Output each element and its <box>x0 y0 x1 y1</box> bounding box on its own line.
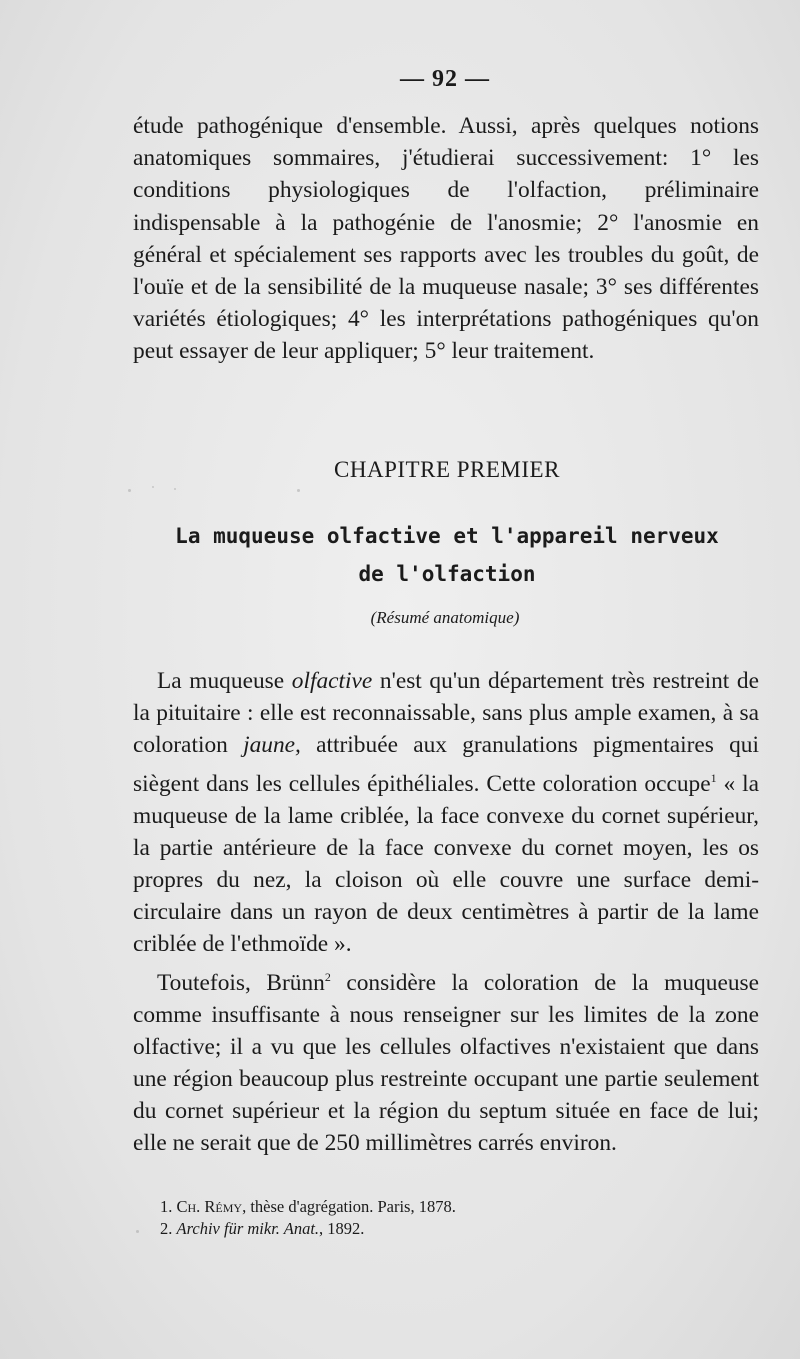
paper-speck <box>128 489 131 492</box>
footnote-2-number: 2. <box>160 1219 173 1238</box>
para1-start: La muqueuse <box>157 668 292 694</box>
footnote-2-title: Archiv für mikr. Anat. <box>176 1219 320 1238</box>
para1-jaune: jaune, <box>243 732 301 759</box>
footnote-ref-1: 1 <box>710 770 717 785</box>
chapter-heading: CHAPITRE PREMIER <box>334 457 560 482</box>
para1-mid1: n'est qu'un département très restreint de la pituitaire : elle est reconnaissable, sans plus ample examen, à sa coloration <box>133 668 759 759</box>
footnote-1-text: , thèse d'agrégation. Paris, 1878. <box>242 1197 456 1216</box>
paper-speck <box>297 489 300 492</box>
para1-olfactive: olfactive <box>291 668 373 694</box>
paper-speck <box>152 486 154 488</box>
para2-start: Toutefois, Brünn <box>157 969 325 996</box>
paper-speck <box>174 488 176 490</box>
chapter-title-line-1: La muqueuse olfactive et l'appareil nerveux <box>175 524 719 548</box>
body-text-block <box>133 665 759 1160</box>
footnote-1 <box>160 1196 720 1218</box>
body-paragraph-1 <box>133 665 759 961</box>
body-paragraph-2 <box>133 961 759 1160</box>
page-number: — 92 — <box>400 66 490 92</box>
footnotes <box>160 1196 720 1240</box>
footnote-2-text: , 1892. <box>319 1219 365 1238</box>
opening-paragraph: étude pathogénique d'ensemble. Aussi, après quelques notions anatomiques sommaires, j'étudierai successivement: 1° les conditions physiologiques de l'olfaction, préliminaire indispensable à la pathogénie de l'anosmie; 2° l'anosmie en général et spécialement ses rapports avec les troubles du goût, de l'ouïe et de la sensibilité de la muqueuse nasale; 3° ses différentes variétés étiologiques; 4° les interprétations pathogéniques qu'on peut essayer de leur appliquer; 5° leur traitement. <box>133 113 759 365</box>
footnote-ref-2: 2 <box>324 969 331 984</box>
footnote-2 <box>160 1218 720 1240</box>
footnote-1-number: 1. <box>160 1197 173 1216</box>
para2-end: considère la coloration de la muqueuse comme insuffisante à nous renseigner sur les limites de la zone olfactive; il a vu que les cellules olfactives n'existaient que dans une région beaucoup plus restreinte occupant une partie seulement du cornet supérieur et la région du septum située en face de lui; elle ne serait que de 250 millimètres carrés environ. <box>133 969 759 1157</box>
chapter-subtitle: (Résumé anatomique) <box>370 608 520 627</box>
opening-paragraph-block <box>133 110 759 368</box>
paper-speck <box>136 1230 139 1233</box>
para1-end: « la muqueuse de la lame criblée, la face convexe du cornet supérieur, la partie antérieure de la face convexe du cornet moyen, les os propres du nez, la cloison où elle couvre une surface demi-circulaire dans un rayon de deux centimètres à partir de la lame criblée de l'ethmoïde ». <box>133 770 759 958</box>
para1-mid2: attribuée aux granulations pigmentaires qui siègent dans les cellules épithéliales. Cette coloration occupe <box>133 732 759 797</box>
chapter-title-line-2: de l'olfaction <box>358 562 536 586</box>
footnote-1-author: Ch. Rémy <box>176 1197 243 1216</box>
